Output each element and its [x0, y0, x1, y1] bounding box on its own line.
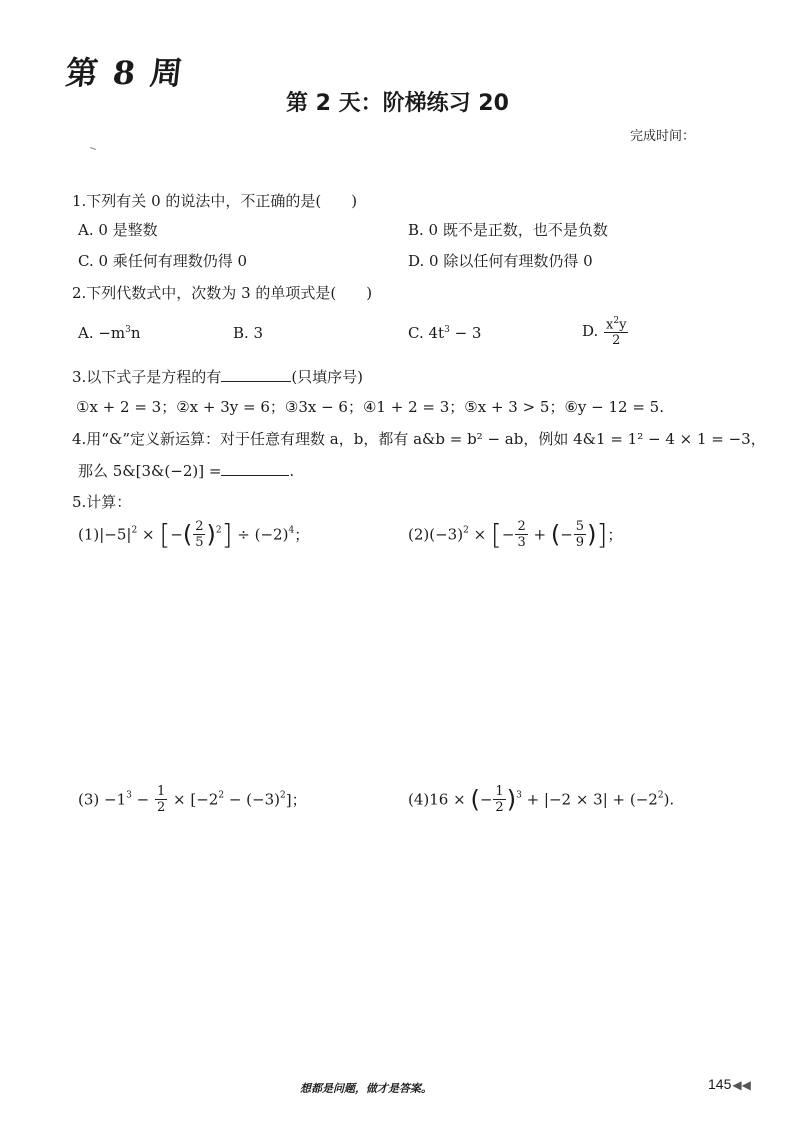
completion-time-label: 完成时间：	[630, 129, 696, 144]
q2-option-c: C. $4t^3 - 3$	[408, 324, 482, 342]
q3-answer-blank[interactable]	[221, 367, 291, 382]
page-title: 第 2 天：阶梯练习 20	[286, 91, 509, 116]
q3-stem: 3.以下式子是方程的有 (只填序号)	[72, 368, 364, 386]
q5-part3: $(3) -1^3$ − $\frac{1}{2}$ × $[-2^2 - (-3)^2]$；	[78, 784, 307, 815]
q1-stem: 1.下列有关 0 的说法中，不正确的是( )	[72, 192, 358, 210]
q1-option-b: B. 0 既不是正数，也不是负数	[408, 221, 608, 239]
q1-option-c: C. 0 乘任何有理数仍得 0	[78, 252, 248, 270]
q4-answer-blank[interactable]	[221, 461, 289, 476]
q5-part2: $(2)(-3)^2$ × [− $\frac{2}{3}$ + (− $\frac{5}{9}$ )]；	[408, 518, 623, 551]
q3-items: ①x + 2 = 3；②x + 3y = 6；③3x − 6；④1 + 2 = 3；⑤x + 3 > 5；⑥y − 12 = 5.	[76, 398, 664, 416]
footer-motto: 想都是问题，做才是答案。	[300, 1082, 432, 1095]
q2-stem: 2.下列代数式中，次数为 3 的单项式是( )	[72, 284, 373, 302]
q5-stem: 5.计算：	[72, 493, 132, 511]
q4-line2: 那么 5&[3&(−2)] = .	[78, 462, 295, 480]
q4-line1: 4.用“&”定义新运算：对于任意有理数 a，b，都有 a&b = b² − ab，例如 4&1 = 1² − 4 × 1 = −3，	[72, 430, 766, 448]
q5-part4: (4)16 × (− $\frac{1}{2}$ )$^3 + |-2 \times 3| + (-2^2)$.	[408, 784, 675, 815]
page-number: 145◀◀	[708, 1076, 751, 1092]
q2-option-b: B. 3	[233, 324, 264, 342]
q2-option-d: D. $\frac{x^2y}{2}$	[582, 316, 627, 349]
q1-option-d: D. 0 除以任何有理数仍得 0	[408, 252, 593, 270]
q2-option-a: A. $-m^3n$	[78, 324, 141, 342]
week-label: 第 8 周	[63, 54, 187, 92]
scan-mark	[90, 147, 96, 150]
q1-option-a: A. 0 是整数	[78, 221, 158, 239]
double-chevron-left-icon: ◀◀	[732, 1078, 751, 1092]
q5-part1: $(1)|-5|^2$ × [−( $\frac{2}{5}$ )$^2] \div (-2)^4$；	[78, 518, 310, 551]
q2-d-fraction: $\frac{x^2y}{2}$	[606, 316, 627, 349]
